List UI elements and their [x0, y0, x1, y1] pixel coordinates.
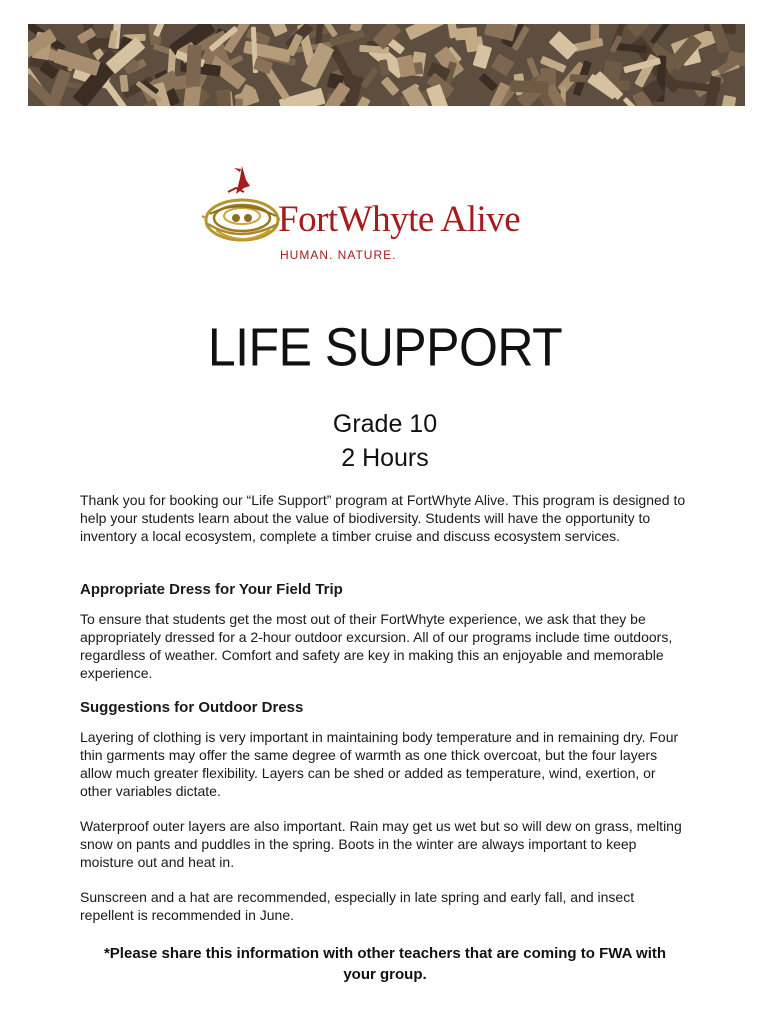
wood-chip: [235, 98, 243, 106]
waterproof-paragraph: Waterproof outer layers are also important. Rain may get us wet but so will dew on grass, melting snow on pants and puddles in the spring. Boots in the winter are always important to keep moisture out and heat in.: [80, 818, 682, 870]
brand-name: FortWhyte Alive: [278, 199, 521, 240]
section-heading-suggestions: Suggestions for Outdoor Dress: [80, 699, 304, 716]
nest-bird-icon: [200, 158, 280, 268]
closing-note: *Please share this information with other teachers that are coming to FWA with your group.: [103, 945, 667, 983]
page-title: LIFE SUPPORT: [207, 316, 563, 378]
brand-tagline: HUMAN. NATURE.: [280, 248, 397, 262]
wood-chip: [510, 80, 548, 93]
wood-chip-banner: [28, 24, 745, 106]
fortwhyte-logo: [200, 158, 560, 268]
wood-chip: [570, 74, 588, 82]
wood-chip: [455, 27, 478, 41]
dress-paragraph: To ensure that students get the most out of their FortWhyte experience, we ask that they be appropriately dressed for a 2-hour outdoor excursion. All of our programs include time outdoors, regardless of weather. Comfort and safety are key in making this an enjoyable and memorable experience.: [80, 611, 673, 681]
grade-label: Grade 10: [332, 410, 438, 438]
wood-chip: [186, 45, 202, 87]
wood-chip-image: [28, 24, 745, 106]
wood-chip: [216, 90, 232, 106]
sunscreen-paragraph: Sunscreen and a hat are recommended, especially in late spring and early fall, and insect repellent is recommended in June.: [80, 889, 635, 923]
layering-paragraph: Layering of clothing is very important in maintaining body temperature and in remaining dry. Four thin garments may offer the same degree of warmth as one thick overcoat, but the four layers allow much greater flexibility. Layers can be shed or added as temperature, wind, exertion, or other variables dictate.: [80, 729, 679, 799]
intro-paragraph: Thank you for booking our “Life Support” program at FortWhyte Alive. This program is designed to help your students learn about the value of biodiversity. Students will have the opportunity to inventory a local ecosystem, complete a timber cruise and discuss ecosystem services.: [80, 492, 686, 544]
duration-label: 2 Hours: [341, 444, 429, 472]
section-heading-dress: Appropriate Dress for Your Field Trip: [80, 581, 343, 598]
